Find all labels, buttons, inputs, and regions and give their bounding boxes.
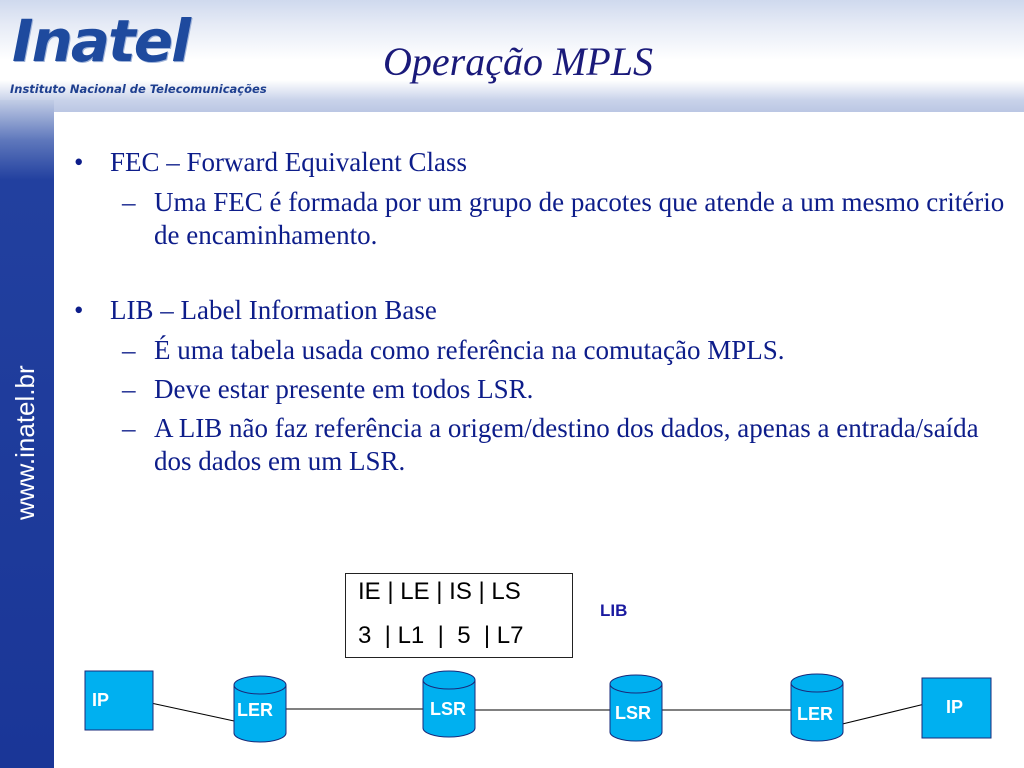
lsr-label: LSR xyxy=(430,699,466,719)
ler-label: LER xyxy=(797,704,833,724)
bullet-lib xyxy=(72,292,1012,328)
inatel-logo: Inatel xyxy=(12,7,189,75)
slide-title: Operação MPLS xyxy=(383,39,653,84)
lib-table xyxy=(345,573,573,658)
sub-bullet-text: É uma tabela usada como referência na comutação MPLS. xyxy=(154,335,785,365)
inatel-logo-subtitle: Instituto Nacional de Telecomunicações xyxy=(10,82,267,96)
lsr-node-2 xyxy=(610,675,662,741)
sub-bullet-text: A LIB não faz referência a origem/destino dos dados, apenas a entrada/saída dos dados em um LSR. xyxy=(154,413,979,476)
dash-marker: – xyxy=(122,413,136,443)
ip-node-right xyxy=(922,678,991,738)
dash-marker: – xyxy=(122,187,136,217)
lsr-label: LSR xyxy=(615,703,651,723)
lsr-node-1 xyxy=(423,671,475,737)
bullet-marker: • xyxy=(74,295,84,325)
sub-bullet-lib-table xyxy=(72,334,1012,367)
sub-bullet-text: Deve estar presente em todos LSR. xyxy=(154,374,534,404)
sidebar-url: www.inatel.br xyxy=(10,365,40,520)
ip-node-left xyxy=(85,671,153,730)
bullet-text: LIB – Label Information Base xyxy=(110,295,437,325)
dash-marker: – xyxy=(122,335,136,365)
sub-bullet-lib-lsr xyxy=(72,373,1012,406)
sub-bullet-fec-definition xyxy=(72,186,1012,252)
link-ip-ler xyxy=(137,700,248,724)
ip-label: IP xyxy=(946,697,964,717)
ip-label: IP xyxy=(92,690,110,710)
link-ler-ip xyxy=(830,702,933,727)
lib-table-value-row: 3 | L1 | 5 | L7 xyxy=(358,622,524,649)
ler-label: LER xyxy=(237,700,273,720)
bullet-marker: • xyxy=(74,147,84,177)
bullet-text: FEC – Forward Equivalent Class xyxy=(110,147,467,177)
sub-bullet-text: Uma FEC é formada por um grupo de pacotes que atende a um mesmo critério de encaminhamento. xyxy=(154,187,1005,250)
sub-bullet-lib-io xyxy=(72,412,1012,478)
dash-marker: – xyxy=(122,374,136,404)
bullet-fec xyxy=(72,144,1012,180)
lib-label: LIB xyxy=(600,601,628,620)
bullet-list xyxy=(72,144,1012,478)
lib-table-header-row: IE | LE | IS | LS xyxy=(358,578,521,605)
ler-node-left xyxy=(234,676,286,742)
ler-node-right xyxy=(791,674,843,741)
